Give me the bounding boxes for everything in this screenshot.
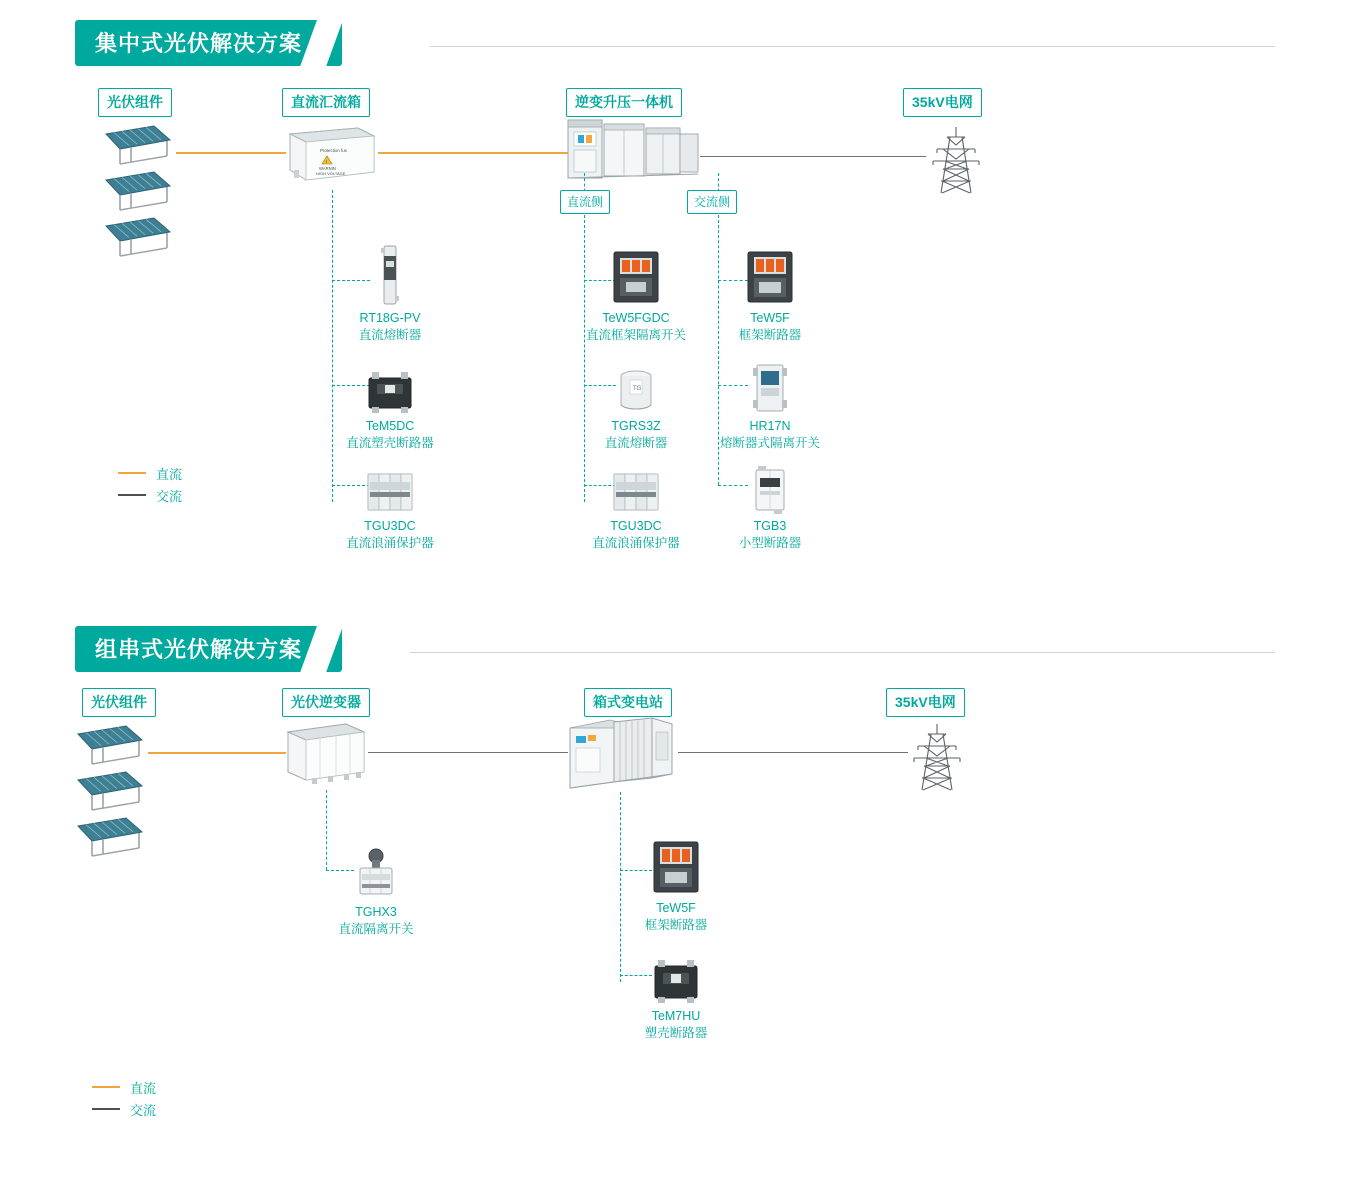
product-tew5f-1 — [710, 240, 830, 343]
product-image — [616, 830, 736, 896]
product-desc: 直流隔离开关 — [338, 921, 414, 936]
legend-swatch-ac — [92, 1108, 120, 1110]
combiner-box-icon — [286, 122, 378, 188]
transmission-tower-icon — [906, 722, 968, 797]
stage-label-combiner-box: 直流汇流箱 — [282, 88, 370, 117]
product-image — [330, 240, 450, 306]
product-image — [576, 448, 696, 514]
string-inverter-icon — [284, 718, 368, 788]
svg-text:Protection fus: Protection fus — [320, 148, 347, 153]
legend-swatch-dc — [118, 472, 146, 474]
product-image — [710, 240, 830, 306]
product-code: TeW5F — [750, 311, 790, 325]
stage-label-pv-inverter: 光伏逆变器 — [282, 688, 370, 717]
pv-module-icon — [100, 170, 176, 212]
ac-connector-line — [678, 752, 908, 753]
product-desc: 小型断路器 — [738, 535, 802, 550]
product-code: TGB3 — [753, 519, 787, 533]
product-code: TeM5DC — [365, 419, 415, 433]
product-code: TGHX3 — [355, 905, 397, 919]
legend-swatch-ac — [118, 494, 146, 496]
dc-connector-line — [378, 152, 568, 154]
product-desc: 直流框架隔离开关 — [585, 327, 686, 342]
legend — [118, 462, 182, 506]
header-rule — [430, 46, 1275, 47]
product-desc: 熔断器式隔离开关 — [719, 435, 820, 450]
product-code: TeW5FGDC — [602, 311, 670, 325]
ac-connector-line — [700, 156, 926, 157]
legend-label-dc: 直流 — [156, 466, 183, 482]
product-rt18g-pv — [330, 240, 450, 343]
product-tghx3 — [316, 834, 436, 937]
stage-label-pv-module: 光伏组件 — [82, 688, 156, 717]
header-rule — [410, 652, 1275, 653]
product-code: TeM7HU — [651, 1009, 701, 1023]
inverter-booster-icon — [566, 114, 702, 182]
legend-item-ac — [118, 484, 182, 506]
dc-connector-line — [148, 752, 286, 754]
pv-module-icon — [72, 724, 148, 766]
side-label-ac: 交流侧 — [687, 190, 737, 214]
product-tem7hu — [616, 938, 736, 1041]
ac-connector-line — [368, 752, 568, 753]
product-image — [330, 348, 450, 414]
svg-text:TG: TG — [633, 386, 642, 392]
product-desc: 框架断路器 — [738, 327, 802, 342]
product-desc: 直流浪涌保护器 — [592, 535, 680, 550]
section-header — [75, 20, 342, 66]
product-tew5fgdc — [576, 240, 696, 343]
product-desc: 直流熔断器 — [604, 435, 668, 450]
legend-item-dc — [118, 462, 182, 484]
product-tem5dc — [330, 348, 450, 451]
stage-label-pv-module: 光伏组件 — [98, 88, 172, 117]
product-code: TGU3DC — [364, 519, 416, 533]
product-image — [710, 448, 830, 514]
product-desc: 框架断路器 — [644, 917, 708, 932]
legend-item-ac — [92, 1098, 156, 1120]
product-tgu3dc-1 — [330, 448, 450, 551]
stage-label-grid: 35kV电网 — [886, 688, 965, 717]
product-tgrs3z — [576, 348, 696, 451]
product-code: RT18G-PV — [359, 311, 421, 325]
product-desc: 直流塑壳断路器 — [346, 435, 434, 450]
product-code: HR17N — [749, 419, 791, 433]
product-desc: 直流浪涌保护器 — [346, 535, 434, 550]
stage-label-grid: 35kV电网 — [903, 88, 982, 117]
pv-module-icon — [100, 124, 176, 166]
legend-swatch-dc — [92, 1086, 120, 1088]
product-tgu3dc-2 — [576, 448, 696, 551]
legend-item-dc — [92, 1076, 156, 1098]
legend-label-dc: 直流 — [130, 1080, 157, 1096]
product-image — [576, 348, 696, 414]
product-image — [710, 348, 830, 414]
section-title: 组串式光伏解决方案 — [75, 626, 342, 672]
product-hr17n — [710, 348, 830, 451]
section-title: 集中式光伏解决方案 — [75, 20, 342, 66]
pv-module-icon — [72, 770, 148, 812]
pv-module-icon — [100, 216, 176, 258]
legend-label-ac: 交流 — [130, 1102, 157, 1118]
pv-module-icon — [72, 816, 148, 858]
product-desc: 直流熔断器 — [358, 327, 422, 342]
product-image — [576, 240, 696, 306]
product-tgb3 — [710, 448, 830, 551]
product-image — [330, 448, 450, 514]
stage-label-inverter-booster: 逆变升压一体机 — [566, 88, 682, 117]
svg-text:HIGH VOLTAGE: HIGH VOLTAGE — [316, 171, 346, 176]
svg-text:!: ! — [326, 159, 328, 164]
product-image — [316, 834, 436, 900]
product-image — [616, 938, 736, 1004]
stage-label-substation: 箱式变电站 — [584, 688, 672, 717]
legend — [92, 1076, 156, 1120]
product-code: TGU3DC — [610, 519, 662, 533]
product-tew5f-2 — [616, 830, 736, 933]
product-code: TeW5F — [656, 901, 696, 915]
transmission-tower-icon — [925, 125, 987, 200]
box-substation-icon — [566, 712, 678, 792]
section-header — [75, 626, 342, 672]
dc-connector-line — [176, 152, 286, 154]
product-code: TGRS3Z — [611, 419, 661, 433]
side-label-dc: 直流侧 — [560, 190, 610, 214]
product-desc: 塑壳断路器 — [644, 1025, 708, 1040]
svg-text:WARNIN: WARNIN — [319, 166, 336, 171]
legend-label-ac: 交流 — [156, 488, 183, 504]
